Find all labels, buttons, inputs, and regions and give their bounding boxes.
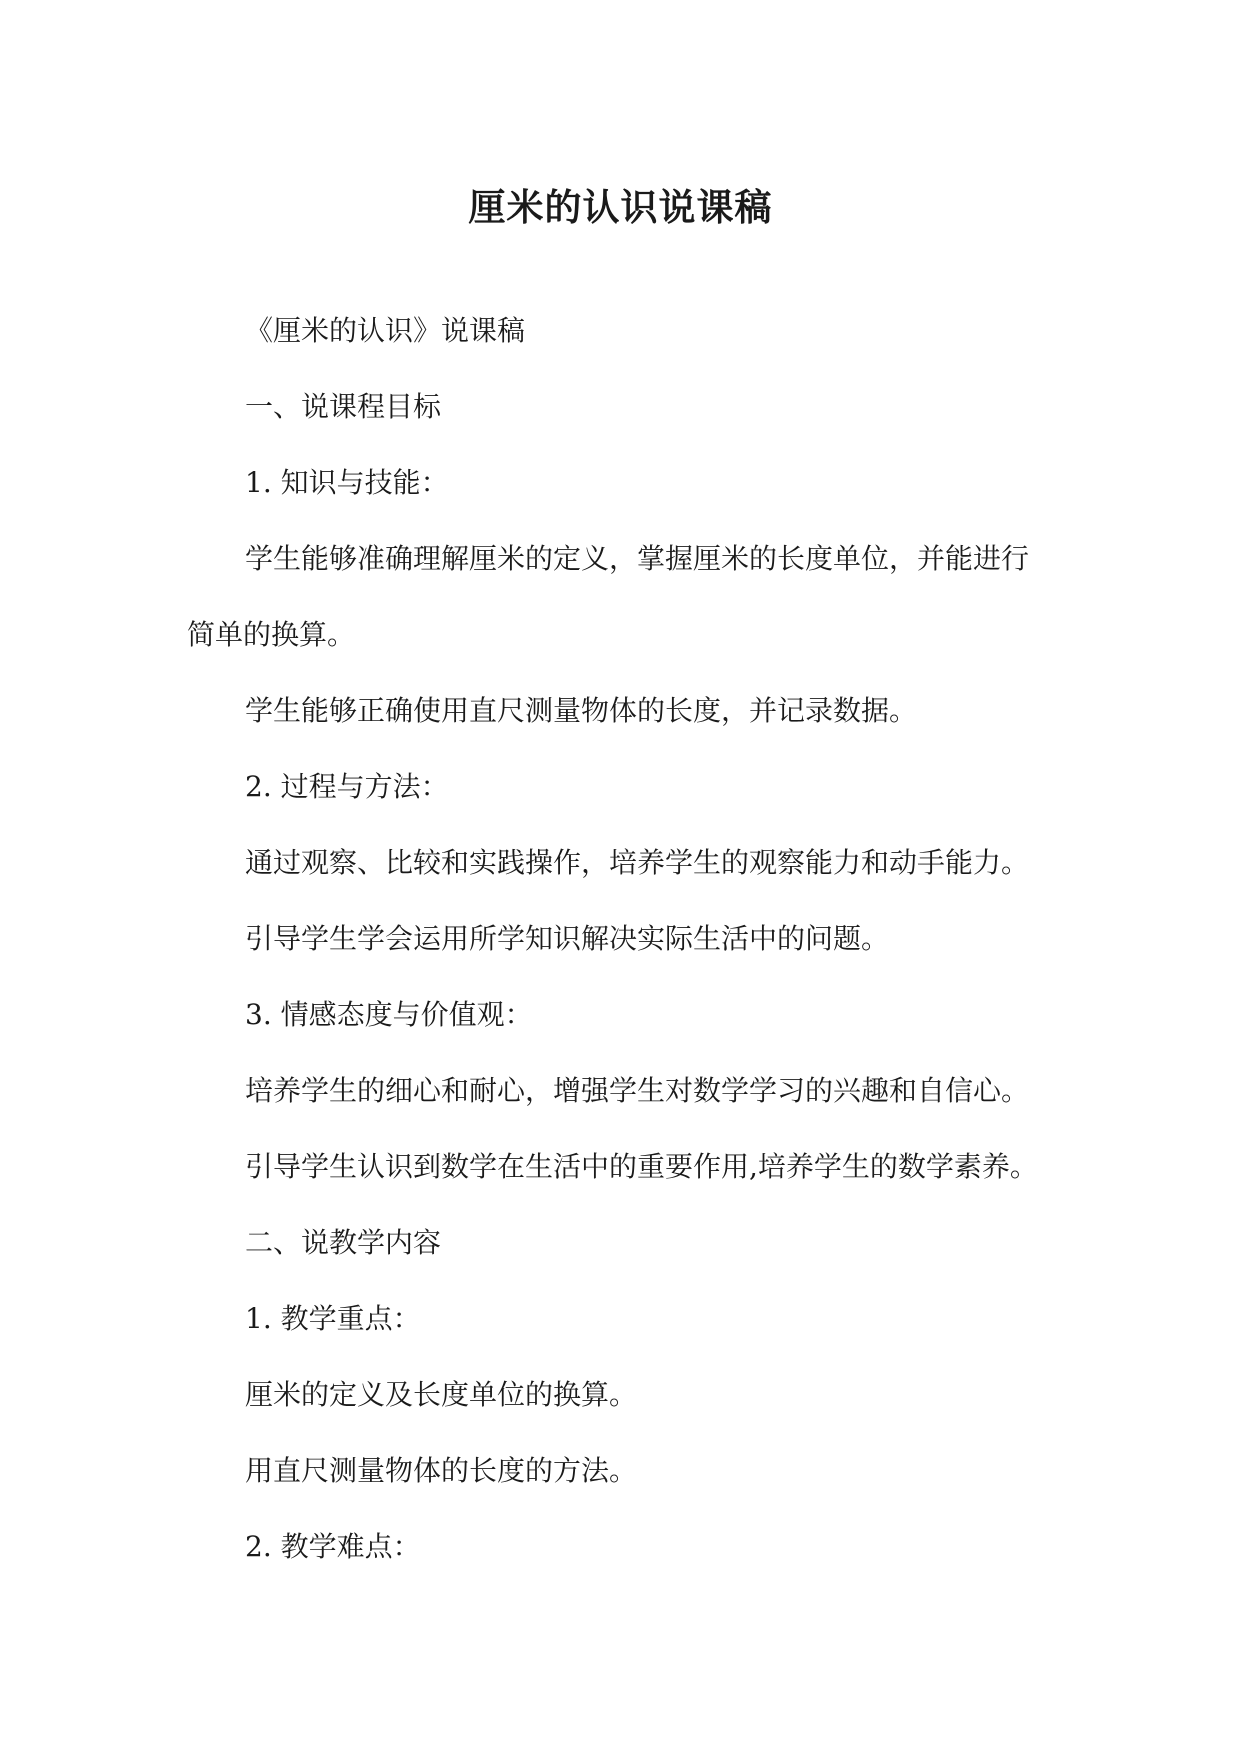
- subsection-heading: 1. 教学重点：: [245, 1302, 421, 1335]
- subsection-heading: 1. 知识与技能：: [245, 466, 449, 499]
- subsection-heading: 2. 教学难点：: [245, 1530, 421, 1563]
- doc-line: 通过观察、比较和实践操作，培养学生的观察能力和动手能力。: [245, 846, 1030, 879]
- section-heading: 一、说课程目标: [245, 390, 442, 423]
- document-title: 厘米的认识说课稿: [468, 185, 773, 229]
- doc-line: 引导学生学会运用所学知识解决实际生活中的问题。: [245, 922, 890, 955]
- doc-line: 培养学生的细心和耐心，增强学生对数学学习的兴趣和自信心。: [245, 1074, 1030, 1107]
- doc-line: 用直尺测量物体的长度的方法。: [245, 1454, 638, 1487]
- subsection-heading: 3. 情感态度与价值观：: [245, 998, 533, 1031]
- subsection-heading: 2. 过程与方法：: [245, 770, 449, 803]
- doc-line: 学生能够正确使用直尺测量物体的长度，并记录数据。: [245, 694, 918, 727]
- doc-line: 简单的换算。: [187, 618, 356, 651]
- doc-line: 厘米的定义及长度单位的换算。: [245, 1378, 638, 1411]
- section-heading: 二、说教学内容: [245, 1226, 442, 1259]
- doc-line: 引导学生认识到数学在生活中的重要作用,培养学生的数学素养。: [245, 1150, 1038, 1183]
- doc-line: 学生能够准确理解厘米的定义，掌握厘米的长度单位，并能进行: [245, 542, 1030, 575]
- doc-line: 《厘米的认识》说课稿: [245, 314, 526, 347]
